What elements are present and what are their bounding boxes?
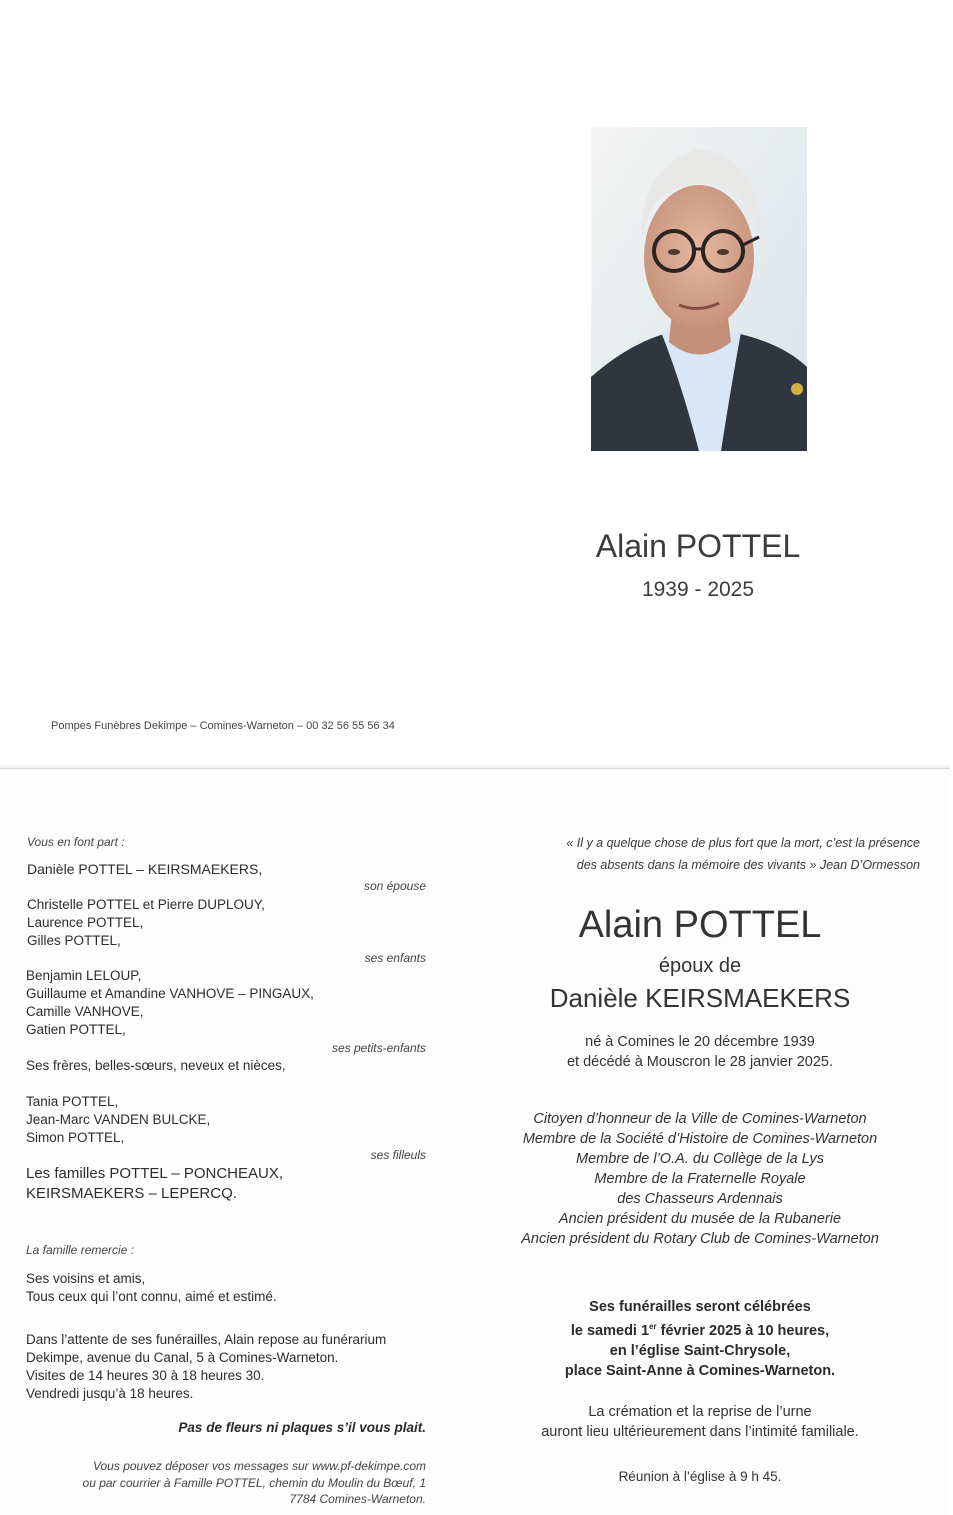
list-item: Simon POTTEL, (26, 1130, 125, 1145)
grandchildren-label: ses petits-enfants (331, 1041, 426, 1055)
messages-info (26, 1458, 426, 1508)
life-years: 1939 - 2025 (641, 578, 755, 601)
list-item: Citoyen d’honneur de la Ville de Comines-Warneton (533, 1111, 867, 1127)
list-item: Guillaume et Amandine VANHOVE – PINGAUX, (26, 986, 314, 1001)
godchildren-list (26, 1093, 210, 1147)
list-item: Christelle POTTEL et Pierre DUPLOUY, (27, 897, 265, 912)
thanks-label: La famille remercie : (26, 1243, 135, 1257)
list-item: Membre de la Fraternelle Royale (594, 1171, 806, 1187)
birth-line: né à Comines le 20 décembre 1939 (585, 1034, 815, 1050)
list-item: Ses voisins et amis, (26, 1271, 146, 1286)
list-item: Vendredi jusqu’à 18 heures. (26, 1386, 194, 1401)
children-list (27, 896, 265, 950)
intro-label: Vous en font part : (27, 835, 125, 849)
list-item: Membre de la Société d’Histoire de Comines-Warneton (522, 1131, 878, 1147)
list-item: Ancien président du Rotary Club de Comines-Warneton (521, 1231, 879, 1247)
list-item: Gilles POTTEL, (27, 933, 121, 948)
list-item: Laurence POTTEL, (27, 915, 144, 930)
list-item: Dekimpe, avenue du Canal, 5 à Comines-Warneton. (26, 1350, 339, 1365)
funeral-line (480, 1317, 920, 1341)
inside-name: Alain POTTEL (578, 904, 822, 946)
deceased-name: Alain POTTEL (595, 528, 801, 564)
list-item: des Chasseurs Ardennais (617, 1191, 783, 1207)
funeral-home-footer: Pompes Funèbres Dekimpe – Comines-Warneton – 00 32 56 55 56 34 (51, 720, 395, 732)
list-item: La crémation et la reprise de l’urne (588, 1404, 812, 1420)
grandchildren-list (26, 967, 314, 1039)
list-item: Tous ceux qui l’ont connu, aimé et estimé. (26, 1289, 277, 1304)
quote-line: « Il y a quelque chose de plus fort que la mort, c’est la présence (566, 836, 920, 850)
funeral-line: en l’église Saint-Chrysole, (609, 1342, 791, 1359)
list-item: KEIRSMAEKERS – LEPERCQ. (26, 1185, 237, 1202)
spouse-line: Danièle POTTEL – KEIRSMAEKERS, (27, 861, 263, 877)
list-item: Benjamin LELOUP, (26, 968, 142, 983)
funeral-line: Ses funérailles seront célébrées (589, 1299, 811, 1315)
funeral-announcement (480, 1297, 920, 1381)
ordinal-suffix: er (649, 1322, 657, 1331)
birth-death-dates (500, 1032, 900, 1072)
list-item: Dans l’attente de ses funérailles, Alain repose au funérarium (26, 1332, 387, 1347)
list-item: Membre de l’O.A. du Collège de la Lys (576, 1151, 824, 1167)
list-item: 7784 Comines-Warneton. (289, 1492, 426, 1506)
list-item: auront lieu ultérieurement dans l’intimité familiale. (541, 1424, 859, 1440)
spouse-label: son épouse (363, 879, 426, 893)
funeral-date-rest: février 2025 à 10 heures, (656, 1322, 830, 1339)
list-item: Gatien POTTEL, (26, 1022, 126, 1037)
death-line: et décédé à Mouscron le 28 janvier 2025. (566, 1054, 833, 1070)
list-item: ou par courrier à Famille POTTEL, chemin du Moulin du Bœuf, 1 (82, 1475, 426, 1490)
list-item: Visites de 14 heures 30 à 18 heures 30. (26, 1368, 265, 1383)
reunion-info: Réunion à l’église à 9 h 45. (618, 1469, 782, 1484)
quote-line: des absents dans la mémoire des vivants » Jean D’Ormesson (576, 858, 920, 872)
spouse-name: Danièle KEIRSMAEKERS (549, 983, 851, 1013)
funeral-date-text: le samedi 1 (570, 1322, 650, 1339)
list-item: Tania POTTEL, (26, 1094, 119, 1109)
list-item: Jean-Marc VANDEN BULCKE, (26, 1112, 211, 1127)
siblings-line: Ses frères, belles-sœurs, neveux et nièces, (26, 1058, 286, 1073)
epoux-label: époux de (658, 955, 742, 977)
children-label: ses enfants (364, 951, 426, 965)
thanks-list (26, 1270, 277, 1306)
godchildren-label: ses filleuls (370, 1148, 426, 1162)
honors-list (480, 1109, 920, 1249)
families-list (26, 1164, 283, 1204)
list-item: Les familles POTTEL – PONCHEAUX, (26, 1165, 284, 1182)
list-item: Vous pouvez déposer vos messages sur www.pf-dekimpe.com (92, 1459, 426, 1473)
no-flowers-notice: Pas de fleurs ni plaques s’il vous plait. (178, 1420, 426, 1435)
portrait-photo (591, 127, 807, 451)
rest-info (26, 1331, 386, 1403)
quote (520, 832, 920, 876)
list-item: Camille VANHOVE, (26, 1004, 144, 1019)
funeral-line: place Saint-Anne à Comines-Warneton. (564, 1362, 836, 1379)
list-item: Ancien président du musée de la Rubanerie (558, 1211, 842, 1227)
cremation-info (480, 1402, 920, 1442)
